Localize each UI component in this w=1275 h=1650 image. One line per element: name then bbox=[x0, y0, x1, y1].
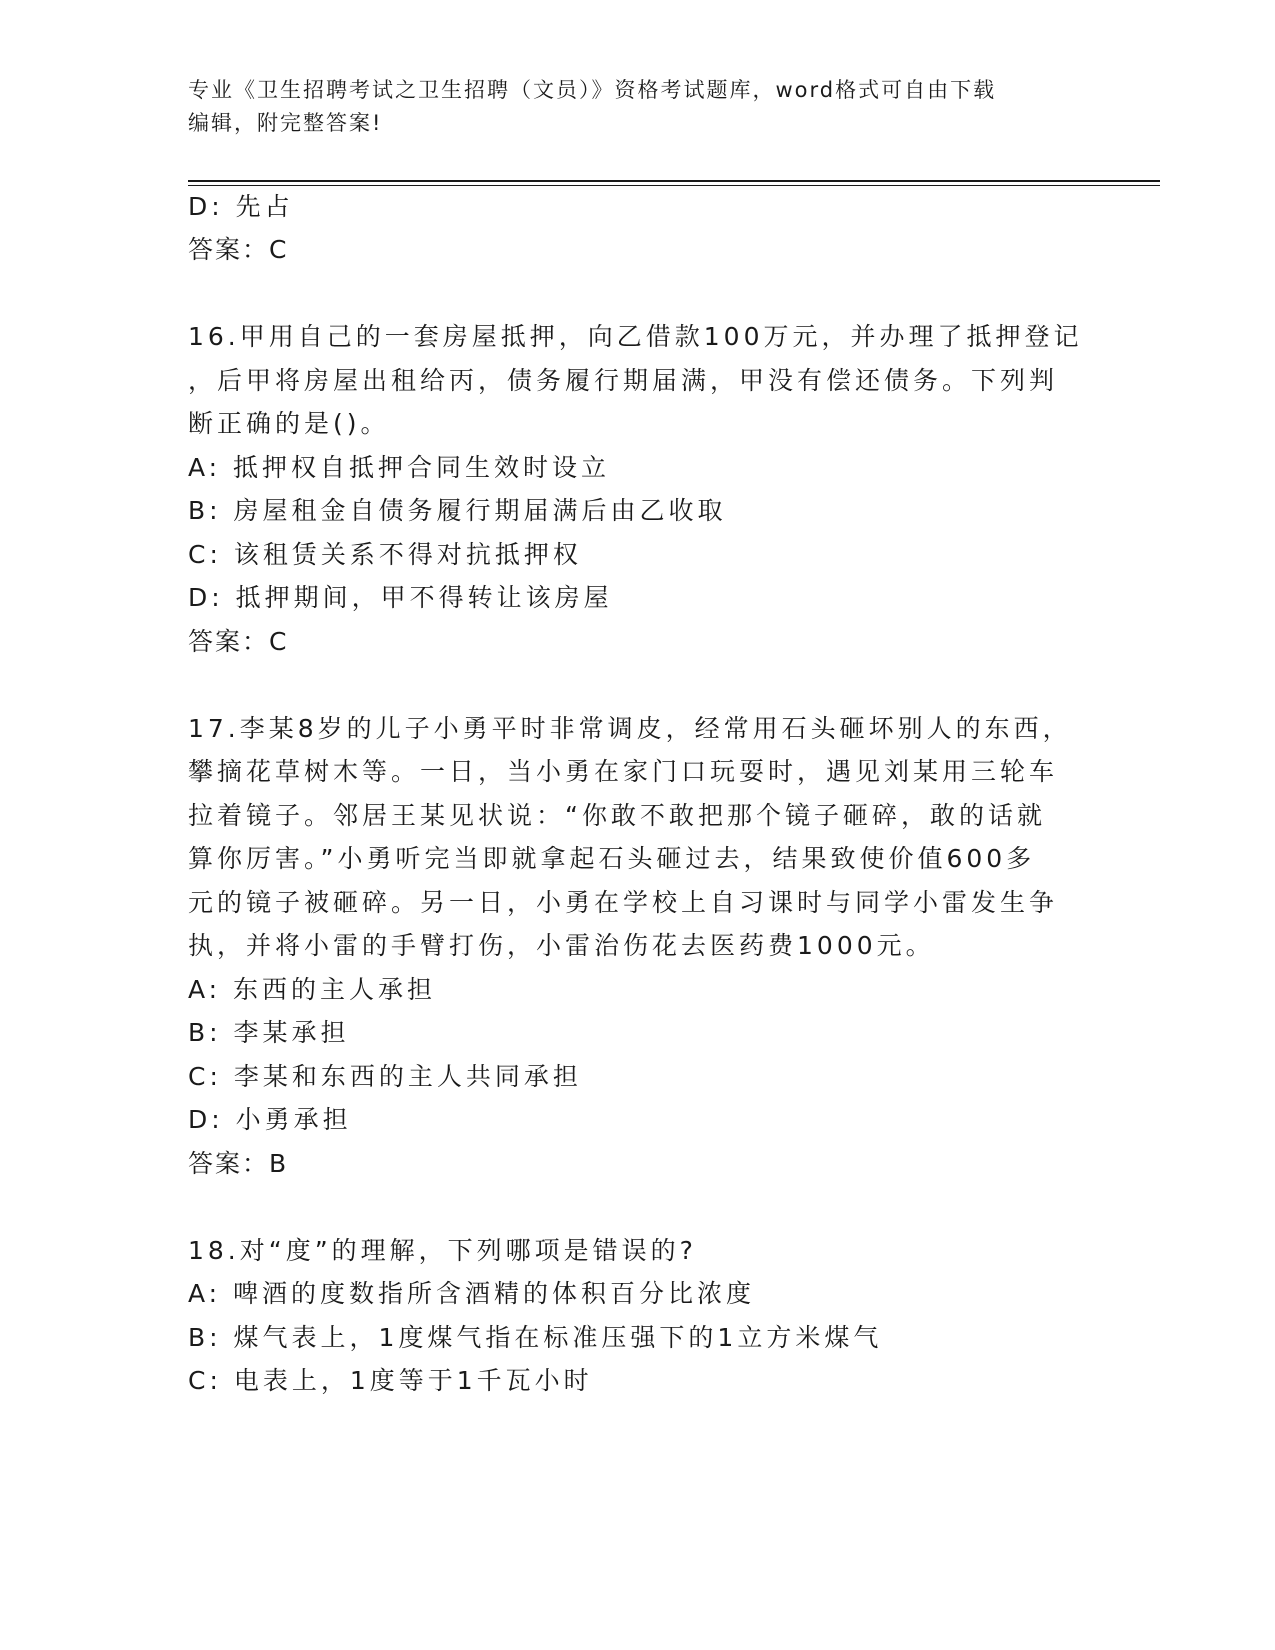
option-d: D: 小勇承担 bbox=[188, 1105, 352, 1134]
header-line-2: 编辑，附完整答案! bbox=[188, 111, 383, 135]
option-a: A: 抵押权自抵押合同生效时设立 bbox=[188, 453, 611, 482]
answer-line: 答案：C bbox=[188, 627, 289, 656]
option-c: C: 电表上，1度等于1千瓦小时 bbox=[188, 1366, 593, 1395]
question-17-text: 算你厉害。”小勇听完当即就拿起石头砸过去，结果致使价值600多 bbox=[188, 844, 1036, 873]
option-b: B: 李某承担 bbox=[188, 1018, 350, 1047]
question-16-text: ，后甲将房屋出租给丙，债务履行期届满，甲没有偿还债务。下列判 bbox=[188, 366, 1059, 395]
question-17-text: 拉着镜子。邻居王某见状说：“你敢不敢把那个镜子砸碎，敢的话就 bbox=[188, 801, 1046, 830]
document-header bbox=[188, 74, 1088, 140]
header-rule-thin bbox=[188, 185, 1160, 186]
question-18-text: 18.对“度”的理解，下列哪项是错误的? bbox=[188, 1236, 697, 1265]
header-line-1: 专业《卫生招聘考试之卫生招聘（文员）》资格考试题库，word格式可自由下载 bbox=[188, 78, 997, 102]
question-17-text: 元的镜子被砸碎。另一日，小勇在学校上自习课时与同学小雷发生争 bbox=[188, 888, 1059, 917]
option-c: C: 李某和东西的主人共同承担 bbox=[188, 1062, 582, 1091]
option-a: A: 啤酒的度数指所含酒精的体积百分比浓度 bbox=[188, 1279, 756, 1308]
option-d: D: 抵押期间，甲不得转让该房屋 bbox=[188, 583, 613, 612]
question-16-text: 断正确的是()。 bbox=[188, 409, 390, 438]
question-17-text: 17.李某8岁的儿子小勇平时非常调皮，经常用石头砸坏别人的东西， bbox=[188, 714, 1072, 743]
answer-line: 答案：B bbox=[188, 1149, 289, 1178]
option-d: D: 先占 bbox=[188, 192, 294, 221]
answer-line: 答案：C bbox=[188, 235, 289, 264]
option-a: A: 东西的主人承担 bbox=[188, 975, 437, 1004]
question-17-text: 执，并将小雷的手臂打伤，小雷治伤花去医药费1000元。 bbox=[188, 931, 935, 960]
option-b: B: 房屋租金自债务履行期届满后由乙收取 bbox=[188, 496, 727, 525]
header-rule bbox=[188, 180, 1160, 182]
question-16-text: 16.甲用自己的一套房屋抵押，向乙借款100万元，并办理了抵押登记 bbox=[188, 322, 1083, 351]
option-c: C: 该租赁关系不得对抗抵押权 bbox=[188, 540, 582, 569]
question-17-text: 攀摘花草树木等。一日，当小勇在家门口玩耍时，遇见刘某用三轮车 bbox=[188, 757, 1059, 786]
option-b: B: 煤气表上，1度煤气指在标准压强下的1立方米煤气 bbox=[188, 1323, 883, 1352]
